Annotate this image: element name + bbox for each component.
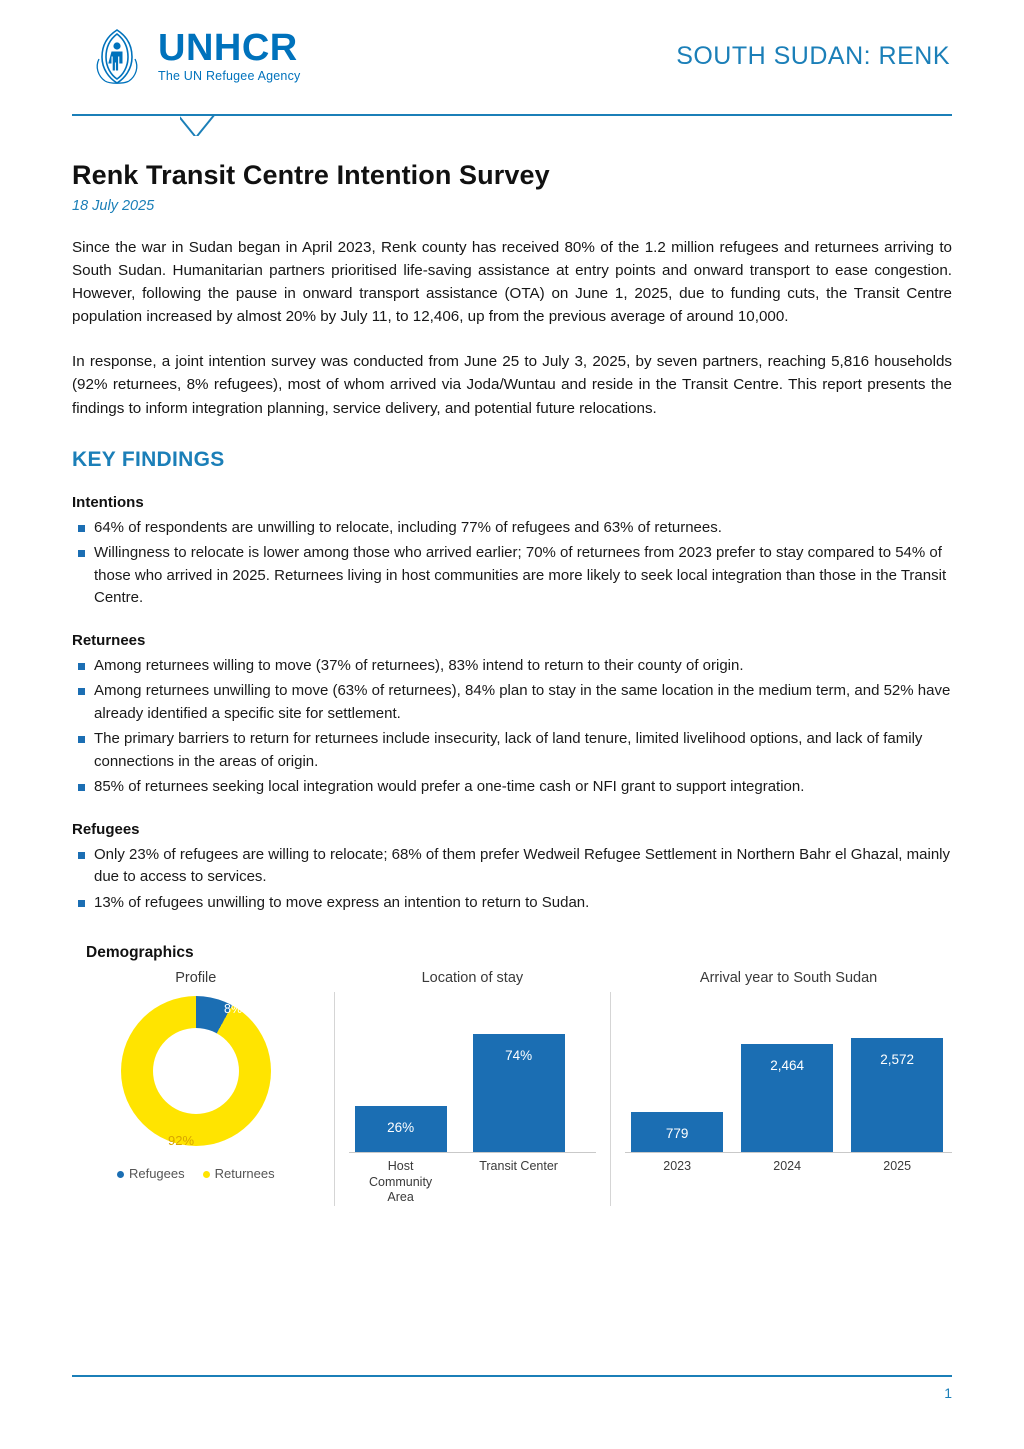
category-label: 2023 — [663, 1159, 692, 1174]
bar-2024 — [741, 1044, 833, 1152]
bar-column — [741, 1044, 833, 1152]
bar-value: 2,572 — [880, 1052, 915, 1068]
subheading-refugees: Refugees — [72, 820, 140, 838]
bar-column — [473, 1034, 565, 1152]
footer-divider — [72, 1375, 952, 1377]
legend-item-refugees — [117, 1166, 185, 1181]
list-item: 85% of returnees seeking local integration would prefer a one-time cash or NFI grant to support integration. — [72, 776, 952, 799]
unhcr-logo — [72, 25, 300, 87]
chart-divider — [610, 992, 611, 1206]
legend-swatch-refugees-icon — [117, 1171, 124, 1178]
bar-transit-center — [473, 1034, 565, 1152]
chart-arrival-title: Arrival year to South Sudan — [699, 970, 878, 987]
bar-value: 26% — [387, 1120, 415, 1136]
country-tag: SOUTH SUDAN: RENK — [676, 41, 950, 70]
bar-2023 — [631, 1112, 723, 1152]
page-number: 1 — [944, 1385, 952, 1401]
intro-paragraph-2: In response, a joint intention survey was conducted from June 25 to July 3, 2025, by seven partners, reaching 5,816 households (92% returnees, 8% refugees), most of whom arrived via Joda/Wuntau and reside in the Transit Centre. This report presents the findings to inform integration planning, service delivery, and potential future relocations. — [72, 353, 952, 417]
chart-location-title: Location of stay — [421, 970, 524, 987]
bar-value: 2,464 — [770, 1058, 805, 1074]
header-notch-decoration — [180, 114, 224, 136]
bar-column — [631, 1112, 723, 1152]
chart-arrival-year — [625, 970, 952, 1175]
page-title: Renk Transit Centre Intention Survey — [72, 160, 550, 190]
list-item: Among returnees unwilling to move (63% of returnees), 84% plan to stay in the same location in the medium term, and 52% have already identified a specific site for settlement. — [72, 680, 952, 725]
chart-location-axis — [349, 1152, 597, 1153]
subheading-returnees: Returnees — [72, 631, 146, 649]
header-divider — [72, 114, 952, 116]
chart-profile-legend — [72, 1166, 320, 1181]
category-label: Transit Center — [479, 1159, 558, 1174]
intro-paragraph-1: Since the war in Sudan began in April 2023, Renk county has received 80% of the 1.2 million refugees and returnees arriving to South Sudan. Humanitarian partners prioritised life-saving assistance at entry points and onward transport to ease congestion. However, following the pause in onward transport assistance (OTA) on June 1, 2025, due to funding cuts, the Transit Centre population increased by almost 20% by July 11, to 12,406, up from the previous average of around 10,000. — [72, 239, 952, 326]
category-label: 2025 — [883, 1159, 912, 1174]
key-findings-heading: KEY FINDINGS — [72, 447, 225, 471]
chart-profile-title: Profile — [175, 970, 217, 987]
category-label: 2024 — [773, 1159, 802, 1174]
demographics-heading: Demographics — [86, 944, 194, 962]
unhcr-wordmark — [158, 29, 300, 83]
bullet-list-intentions — [72, 517, 952, 610]
page-header — [72, 0, 952, 112]
list-item: 64% of respondents are unwilling to relocate, including 77% of refugees and 63% of returnees. — [72, 517, 952, 540]
chart-arrival-category-labels — [625, 1159, 952, 1175]
donut-label-returnees: 92% — [168, 1133, 195, 1149]
list-item: Among returnees willing to move (37% of returnees), 83% intend to return to their county of origin. — [72, 655, 952, 678]
page-footer — [72, 1375, 952, 1401]
bar-column — [851, 1038, 943, 1152]
bar-2025 — [851, 1038, 943, 1152]
category-label: Host Community Area — [368, 1159, 433, 1205]
list-item: 13% of refugees unwilling to move express an intention to return to Sudan. — [72, 892, 952, 915]
donut-chart — [121, 996, 271, 1149]
bar-host-community — [355, 1106, 447, 1152]
chart-arrival-axis — [625, 1152, 952, 1153]
legend-item-returnees — [203, 1166, 275, 1181]
legend-swatch-returnees-icon — [203, 1171, 210, 1178]
document-date: 18 July 2025 — [72, 198, 155, 214]
unhcr-emblem-icon — [86, 25, 148, 87]
subheading-intentions: Intentions — [72, 493, 144, 511]
bar-value: 779 — [665, 1126, 689, 1142]
list-item: Willingness to relocate is lower among those who arrived earlier; 70% of returnees from 2023 prefer to stay compared to 54% of those who arrived in 2025. Returnees living in host communities are more likely to seek local integration than those in the Transit Centre. — [72, 542, 952, 610]
chart-location-category-labels — [349, 1159, 597, 1206]
bar-column — [355, 1106, 447, 1152]
bar-value: 74% — [505, 1048, 533, 1064]
legend-label: Returnees — [214, 1166, 275, 1182]
legend-label: Refugees — [128, 1166, 185, 1182]
bars-arrival — [625, 1020, 952, 1152]
bullet-list-returnees — [72, 655, 952, 799]
logo-title: UNHCR — [158, 27, 298, 70]
chart-divider — [334, 992, 335, 1206]
demographics-charts — [72, 970, 952, 1206]
bullet-list-refugees — [72, 844, 952, 915]
list-item: The primary barriers to return for returnees include insecurity, lack of land tenure, limited livelihood options, and lack of family connections in the areas of origin. — [72, 728, 952, 773]
list-item: Only 23% of refugees are willing to relocate; 68% of them prefer Wedweil Refugee Settlement in Northern Bahr el Ghazal, mainly due to access to services. — [72, 844, 952, 889]
chart-location-of-stay — [349, 970, 597, 1206]
chart-profile — [72, 970, 320, 1181]
bars-location — [349, 1020, 597, 1152]
logo-subtitle: The UN Refugee Agency — [158, 69, 301, 84]
donut-label-refugees: 8% — [224, 1002, 243, 1017]
